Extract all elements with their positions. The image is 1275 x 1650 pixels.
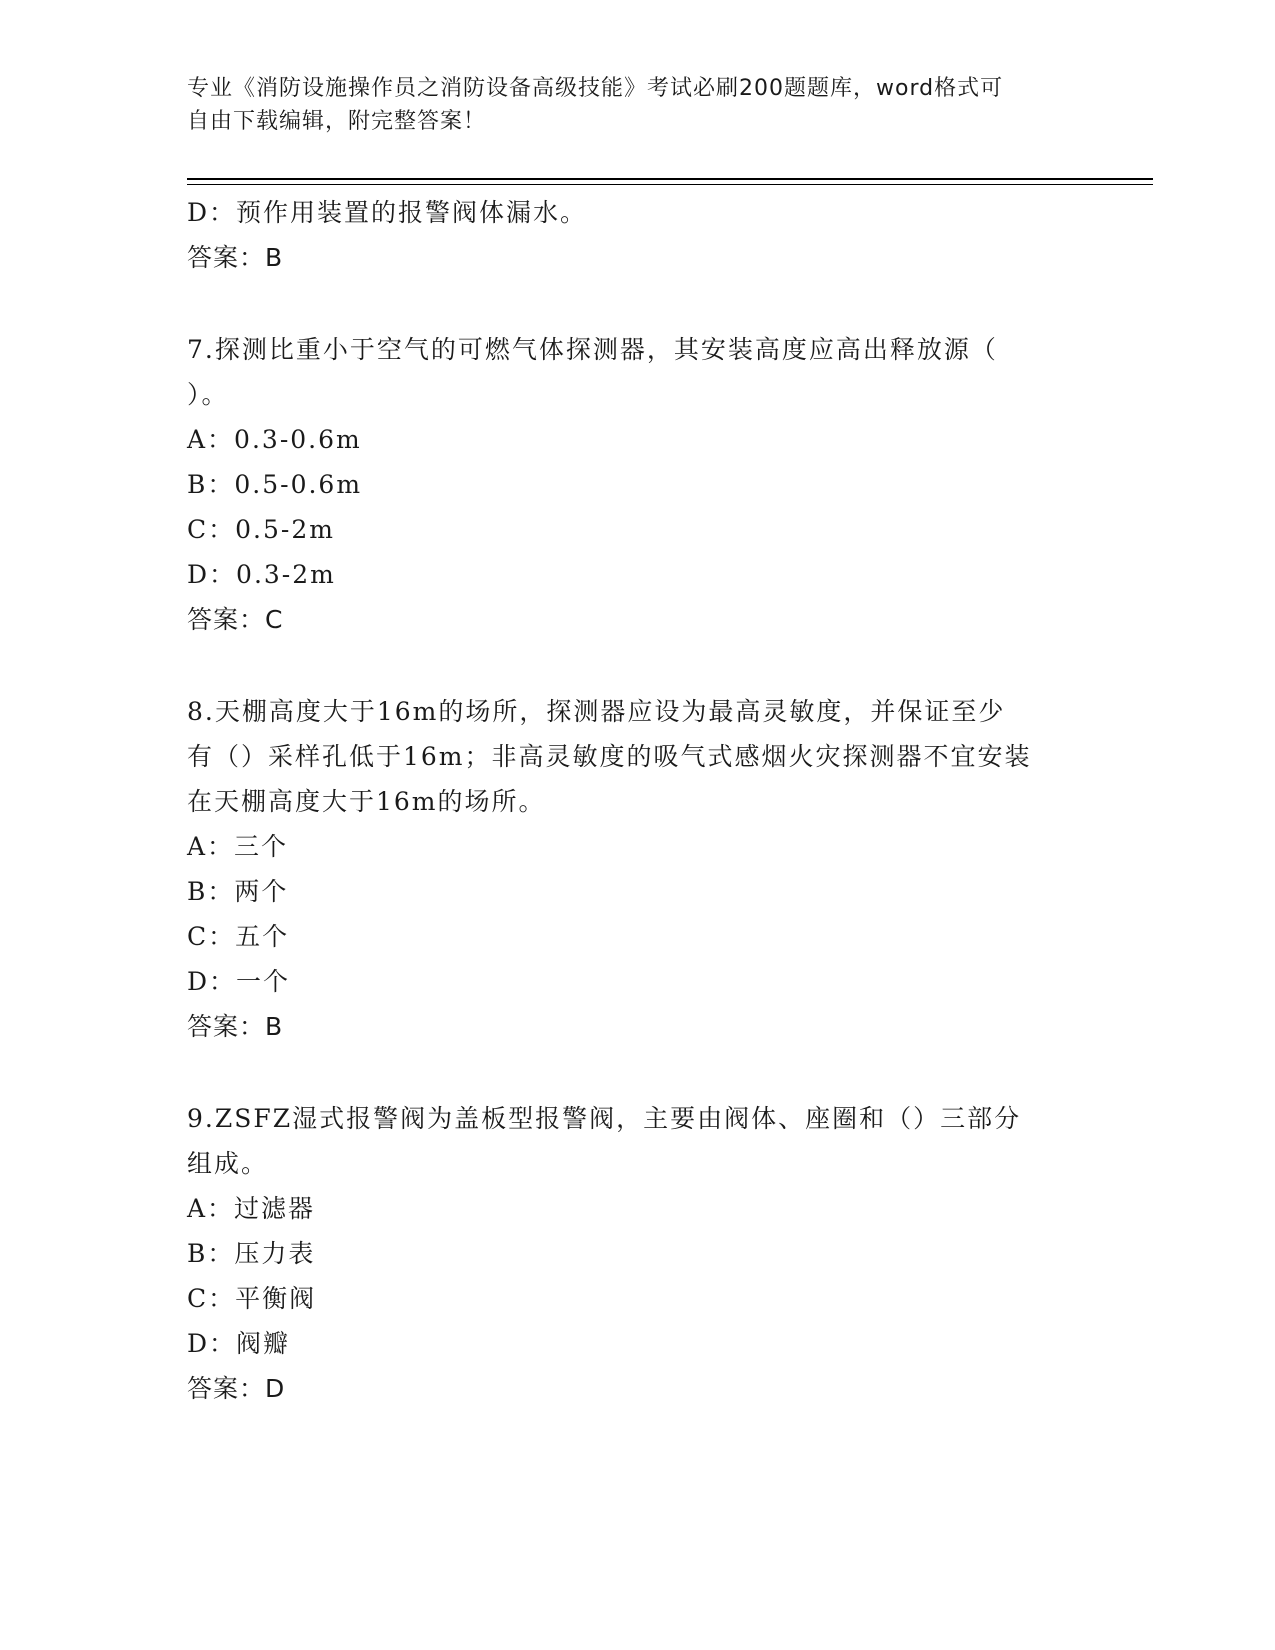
option-c: C：五个: [187, 922, 290, 951]
header-line-1: 专业《消防设施操作员之消防设备高级技能》考试必刷200题题库，word格式可: [187, 76, 1004, 101]
option-d: D：0.3-2m: [187, 560, 336, 589]
question-8: [187, 689, 1087, 1049]
question-text-line: 9.ZSFZ湿式报警阀为盖板型报警阀，主要由阀体、座圈和（）三部分: [187, 1104, 1022, 1133]
question-text-line: 在天棚高度大于16m的场所。: [187, 787, 546, 816]
question-7: [187, 327, 1087, 642]
option-d: D：阀瓣: [187, 1329, 291, 1358]
option-d: D：一个: [187, 967, 291, 996]
question-9: [187, 1096, 1087, 1411]
option-c: C：0.5-2m: [187, 515, 335, 544]
option-b: B：压力表: [187, 1239, 316, 1268]
question-text-line: 7.探测比重小于空气的可燃气体探测器，其安装高度应高出释放源（: [187, 335, 998, 364]
header-line-2: 自由下载编辑，附完整答案！: [187, 109, 487, 134]
option-b: B：0.5-0.6m: [187, 470, 363, 499]
answer: 答案：B: [187, 1012, 284, 1041]
prev-answer: 答案：B: [187, 243, 284, 272]
option-c: C：平衡阀: [187, 1284, 317, 1313]
header-divider-thick: [187, 178, 1153, 180]
document-header: [187, 72, 1067, 138]
question-text-line: ）。: [187, 380, 229, 409]
prev-option-d: D：预作用装置的报警阀体漏水。: [187, 198, 588, 227]
question-text-line: 8.天棚高度大于16m的场所，探测器应设为最高灵敏度，并保证至少: [187, 697, 1006, 726]
answer: 答案：D: [187, 1374, 286, 1403]
question-list: [187, 190, 1087, 1411]
question-text-line: 组成。: [187, 1149, 269, 1178]
option-a: A：三个: [187, 832, 289, 861]
answer: 答案：C: [187, 605, 284, 634]
question-text-line: 有（）采样孔低于16m；非高灵敏度的吸气式感烟火灾探测器不宜安装: [187, 742, 1032, 771]
option-a: A：过滤器: [187, 1194, 316, 1223]
option-b: B：两个: [187, 877, 289, 906]
option-a: A：0.3-0.6m: [187, 425, 362, 454]
header-divider-thin: [187, 184, 1153, 185]
